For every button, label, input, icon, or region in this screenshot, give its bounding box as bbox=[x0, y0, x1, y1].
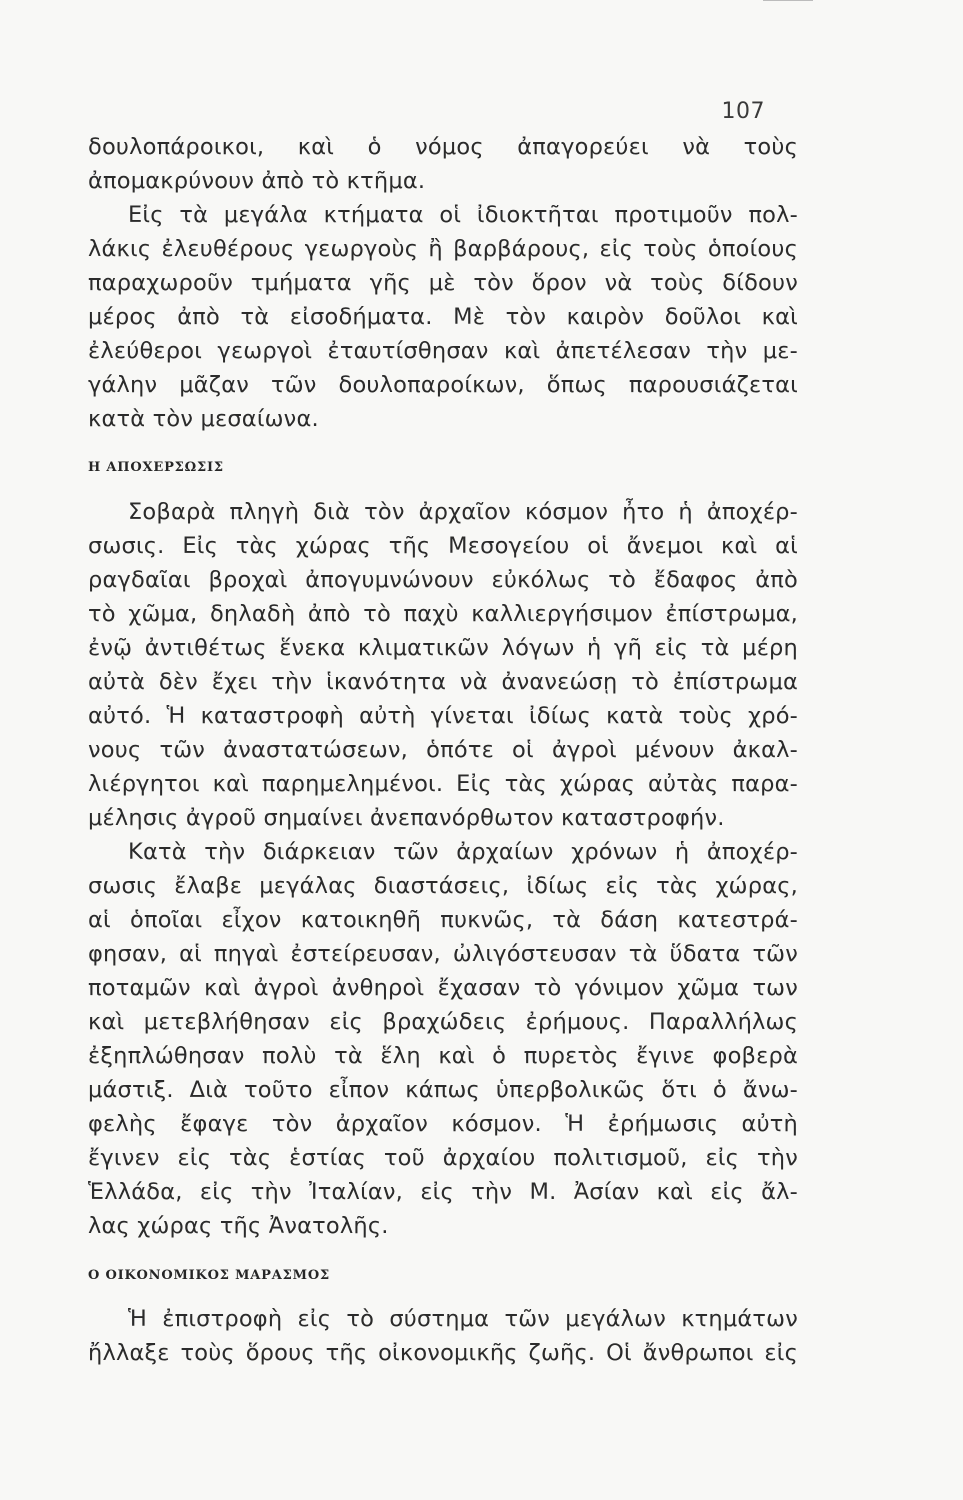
text-line: ραγδαῖαι βροχαὶ ἀπογυμνώνουν εὐκόλως τὸ ἔδαφος ἀπὸ bbox=[88, 567, 798, 593]
text-line: παραχωροῦν τμήματα γῆς μὲ τὸν ὅρον νὰ τοὺς δίδουν bbox=[88, 270, 798, 296]
text-line: αἱ ὁποῖαι εἶχον κατοικηθῆ πυκνῶς, τὰ δάση κατεστρά- bbox=[88, 907, 798, 933]
text-line: μάστιξ. Διὰ τοῦτο εἶπον κάπως ὑπερβολικῶς ὅτι ὁ ἄνω- bbox=[88, 1077, 798, 1103]
text-line: Εἰς τὰ μεγάλα κτήματα οἱ ἰδιοκτῆται προτιμοῦν πολ- bbox=[128, 202, 798, 228]
page-edge-mark bbox=[763, 0, 813, 1]
text-line: ἀπομακρύνουν ἀπὸ τὸ κτῆμα. bbox=[88, 168, 426, 194]
text-line: κατὰ τὸν μεσαίωνα. bbox=[88, 406, 319, 432]
text-line: τὸ χῶμα, δηλαδὴ ἀπὸ τὸ παχὺ καλλιεργήσιμον ἐπίστρωμα, bbox=[88, 601, 798, 627]
text-line: ἤλλαξε τοὺς ὅρους τῆς οἰκονομικῆς ζωῆς. Οἱ ἄνθρωποι εἰς bbox=[88, 1340, 798, 1366]
text-line: ποταμῶν καὶ ἀγροὶ ἀνθηροὶ ἔχασαν τὸ γόνιμον χῶμα των bbox=[88, 975, 798, 1001]
text-line: αὐτό. Ἡ καταστροφὴ αὐτὴ γίνεται ἰδίως κατὰ τοὺς χρό- bbox=[88, 703, 798, 729]
text-line: λας χώρας τῆς Ἀνατολῆς. bbox=[88, 1213, 389, 1239]
text-line: ἐλεύθεροι γεωργοὶ ἐταυτίσθησαν καὶ ἀπετέλεσαν τὴν με- bbox=[88, 338, 798, 364]
text-line: ἔγινεν εἰς τὰς ἑστίας τοῦ ἀρχαίου πολιτισμοῦ, εἰς τὴν bbox=[88, 1145, 798, 1171]
text-line: μέρος ἀπὸ τὰ εἰσοδήματα. Μὲ τὸν καιρὸν δοῦλοι καὶ bbox=[88, 304, 798, 330]
text-line: καὶ μετεβλήθησαν εἰς βραχώδεις ἐρήμους. Παραλλήλως bbox=[88, 1009, 798, 1035]
text-line: σωσις ἔλαβε μεγάλας διαστάσεις, ἰδίως εἰς τὰς χώρας, bbox=[88, 873, 798, 899]
text-line: Ἡ ἐπιστροφὴ εἰς τὸ σύστημα τῶν μεγάλων κτημάτων bbox=[128, 1306, 798, 1332]
text-line: Ἑλλάδα, εἰς τὴν Ἰταλίαν, εἰς τὴν Μ. Ἀσίαν καὶ εἰς ἄλ- bbox=[88, 1179, 798, 1205]
text-line: φελὴς ἔφαγε τὸν ἀρχαῖον κόσμον. Ἡ ἐρήμωσις αὐτὴ bbox=[88, 1111, 798, 1137]
text-line: λιέργητοι καὶ παρημελημένοι. Εἰς τὰς χώρας αὐτὰς παρα- bbox=[88, 771, 798, 797]
text-line: γάλην μᾶζαν τῶν δουλοπαροίκων, ὅπως παρουσιάζεται bbox=[88, 372, 798, 398]
text-line: Κατὰ τὴν διάρκειαν τῶν ἀρχαίων χρόνων ἡ ἀποχέρ- bbox=[128, 839, 798, 865]
text-line: σωσις. Εἰς τὰς χώρας τῆς Μεσογείου οἱ ἄνεμοι καὶ αἱ bbox=[88, 533, 798, 559]
page-number: 107 bbox=[721, 99, 765, 124]
text-line: μέλησις ἀγροῦ σημαίνει ἀνεπανόρθωτον καταστροφήν. bbox=[88, 805, 725, 831]
text-line: Σοβαρὰ πληγὴ διὰ τὸν ἀρχαῖον κόσμον ἦτο ἡ ἀποχέρ- bbox=[128, 499, 798, 525]
text-line: φησαν, αἱ πηγαὶ ἐστείρευσαν, ὠλιγόστευσαν τὰ ὕδατα τῶν bbox=[88, 941, 798, 967]
text-line: νους τῶν ἀναστατώσεων, ὁπότε οἱ ἀγροὶ μένουν ἀκαλ- bbox=[88, 737, 798, 763]
text-line: δουλοπάροικοι, καὶ ὁ νόμος ἀπαγορεύει νὰ τοὺς bbox=[88, 134, 798, 160]
section-heading: Ο ΟΙΚΟΝΟΜΙΚΟΣ ΜΑΡΑΣΜΟΣ bbox=[88, 1268, 330, 1283]
text-line: αὐτὰ δὲν ἔχει τὴν ἱκανότητα νὰ ἀνανεώσῃ τὸ ἐπίστρωμα bbox=[88, 669, 798, 695]
section-heading: Η ΑΠΟΧΕΡΣΩΣΙΣ bbox=[88, 460, 224, 475]
text-line: λάκις ἐλευθέρους γεωργοὺς ἢ βαρβάρους, εἰς τοὺς ὁποίους bbox=[88, 236, 798, 262]
text-line: ἐνῷ ἀντιθέτως ἕνεκα κλιματικῶν λόγων ἡ γῆ εἰς τὰ μέρη bbox=[88, 635, 798, 661]
text-line: ἐξηπλώθησαν πολὺ τὰ ἕλη καὶ ὁ πυρετὸς ἔγινε φοβερὰ bbox=[88, 1043, 798, 1069]
